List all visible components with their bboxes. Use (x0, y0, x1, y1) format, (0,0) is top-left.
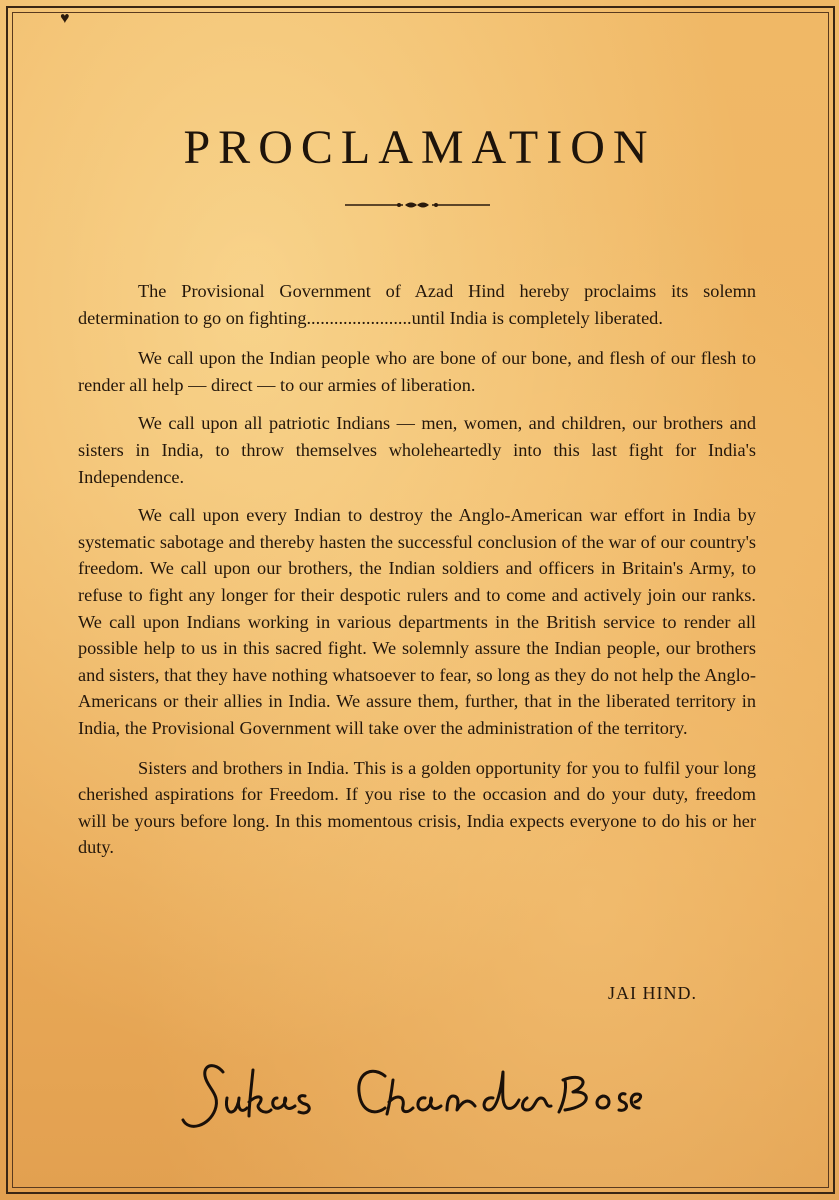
paragraph: We call upon every Indian to destroy the Anglo-American war effort in India by systematic sabotage and thereby hasten the successful conclusion of the war of our country's freedom. We call upon our brothers, the Indian soldiers and officers in Britain's Army, to refuse to fight any longer for their despotic rulers and to come and actively join our ranks. We call upon Indians working in various departments in the British service to render all possible help to us in this sacred fight. We solemnly assure the Indian people, our brothers and sisters, that they have nothing whatsoever to fear, so long as they do not help the Anglo-Americans or their allies in India. We assure them, further, that in the liberated territory in India, the Provisional Government will take over the administration of the territory. (78, 505, 756, 738)
handwritten-signature (175, 1050, 645, 1155)
paragraph: We call upon the Indian people who are bone of our bone, and flesh of our flesh to render all help — direct — to our armies of liberation. (78, 348, 756, 395)
paragraph: Sisters and brothers in India. This is a golden opportunity for you to fulfil your long cherished aspirations for Freedom. If you rise to the occasion and do your duty, freedom will be yours before long. In this momentous crisis, India expects everyone to do his or her duty. (78, 757, 756, 858)
paragraph: The Provisional Government of Azad Hind hereby proclaims its solemn determination to go on fighting.......................until India is completely liberated. (78, 281, 756, 328)
proclamation-body (78, 278, 756, 873)
ink-spot-mark: ♥ (60, 10, 70, 27)
title-ornament-divider (345, 198, 490, 212)
document-title: PROCLAMATION (183, 121, 656, 175)
paragraph: We call upon all patriotic Indians — men, women, and children, our brothers and sisters in India, to throw themselves wholeheartedly into this last fight for India's Independence. (78, 413, 756, 487)
closing-salutation: JAI HIND. (608, 983, 697, 1003)
